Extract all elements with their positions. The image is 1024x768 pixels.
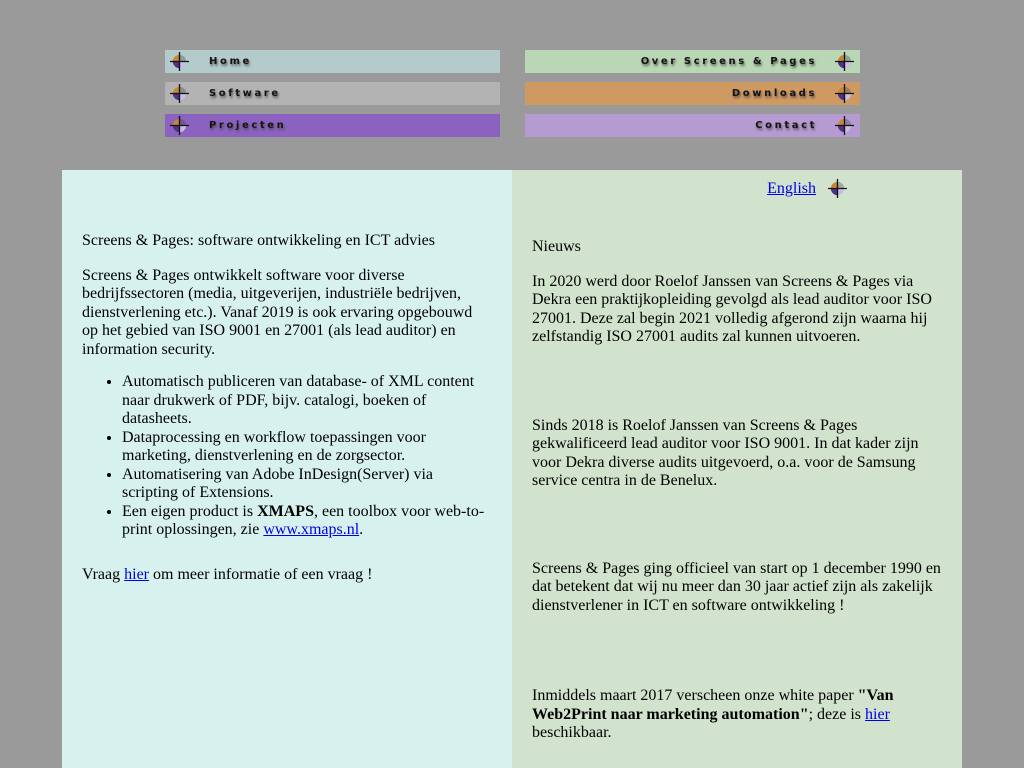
english-language-link[interactable]: English <box>767 179 816 197</box>
nav-button-contact-label: Contact <box>755 120 817 131</box>
feature-list <box>82 373 492 540</box>
compass-icon <box>828 179 847 198</box>
nav-button-projecten[interactable] <box>165 114 500 137</box>
news-paragraph-2018: Sinds 2018 is Roelof Janssen van Screens & Pages gekwalificeerd lead auditor voor ISO 9001. In dat kader zijn voor Dekra diverse audits uitgevoerd, o.a. voor de Samsung service centra in de Benelux. <box>532 416 919 489</box>
column-right <box>512 170 962 768</box>
list-item: • Dataprocessing en workflow toepassingen voor marketing, dienstverlening en de zorgsector. <box>122 429 492 466</box>
intro-paragraph: Screens & Pages ontwikkelt software voor diverse bedrijfssectoren (media, uitgeverijen, industriële bedrijven, dienstverlening etc.). Vanaf 2019 is ook ervaring opgebouwd op het gebied van ISO 9001 en 27001 (als lead auditor) en information security. <box>82 266 473 358</box>
nav-button-software[interactable] <box>165 82 500 105</box>
news-paragraph-whitepaper: Inmiddels maart 2017 verscheen onze white paper "Van Web2Print naar marketing automation"; deze is hier beschikbaar. <box>532 687 894 741</box>
xmaps-link[interactable]: www.xmaps.nl <box>263 521 360 538</box>
nav-button-over-screens-pages[interactable] <box>525 50 860 73</box>
hier-info-link[interactable]: hier <box>124 565 149 583</box>
compass-icon <box>170 116 189 135</box>
nav-button-over-label: Over Screens & Pages <box>640 56 817 67</box>
nav-button-downloads-label: Downloads <box>731 88 817 99</box>
nav-button-projecten-label: Projecten <box>209 120 287 131</box>
news-heading: Nieuws <box>532 238 581 255</box>
whitepaper-title: "Van Web2Print naar marketing automation" <box>532 687 894 723</box>
page-title: Screens & Pages: software ontwikkeling en ICT advies <box>82 232 435 249</box>
column-left <box>62 170 512 768</box>
compass-icon <box>835 116 854 135</box>
hier-whitepaper-link[interactable]: hier <box>865 705 890 723</box>
main-content <box>62 170 962 768</box>
xmaps-product-name: XMAPS <box>257 502 314 520</box>
nav-right <box>525 50 860 146</box>
nav-left <box>165 50 500 146</box>
language-switch-row <box>532 179 847 198</box>
compass-icon <box>170 84 189 103</box>
compass-icon <box>170 52 189 71</box>
nav-button-software-label: Software <box>209 88 281 99</box>
nav-button-contact[interactable] <box>525 114 860 137</box>
list-item: • Automatisch publiceren van database- of XML content naar drukwerk of PDF, bijv. catalogi, boeken of datasheets. <box>122 373 492 429</box>
list-item: • Automatisering van Adobe InDesign(Server) via scripting of Extensions. <box>122 466 492 503</box>
nav-button-home-label: Home <box>209 56 252 67</box>
compass-icon <box>835 84 854 103</box>
nav-button-home[interactable] <box>165 50 500 73</box>
nav-button-downloads[interactable] <box>525 82 860 105</box>
contact-prompt: Vraag hier om meer informatie of een vraag ! <box>82 565 373 583</box>
news-paragraph-2020: In 2020 werd door Roelof Janssen van Screens & Pages via Dekra een praktijkopleiding gevolgd als lead auditor voor ISO 27001. Deze zal begin 2021 volledig afgerond zijn waarna hij zelfstandig ISO 27001 audits zal kunnen uitvoeren. <box>532 272 932 345</box>
list-item: • Een eigen product is XMAPS, een toolbox voor web-to-print oplossingen, zie www.xmaps.nl. <box>122 503 492 540</box>
news-paragraph-1990: Screens & Pages ging officieel van start op 1 december 1990 en dat betekent dat wij nu meer dan 30 jaar actief zijn als zakelijk dienstverlener in ICT en software ontwikkeling ! <box>532 559 941 614</box>
compass-icon <box>835 52 854 71</box>
